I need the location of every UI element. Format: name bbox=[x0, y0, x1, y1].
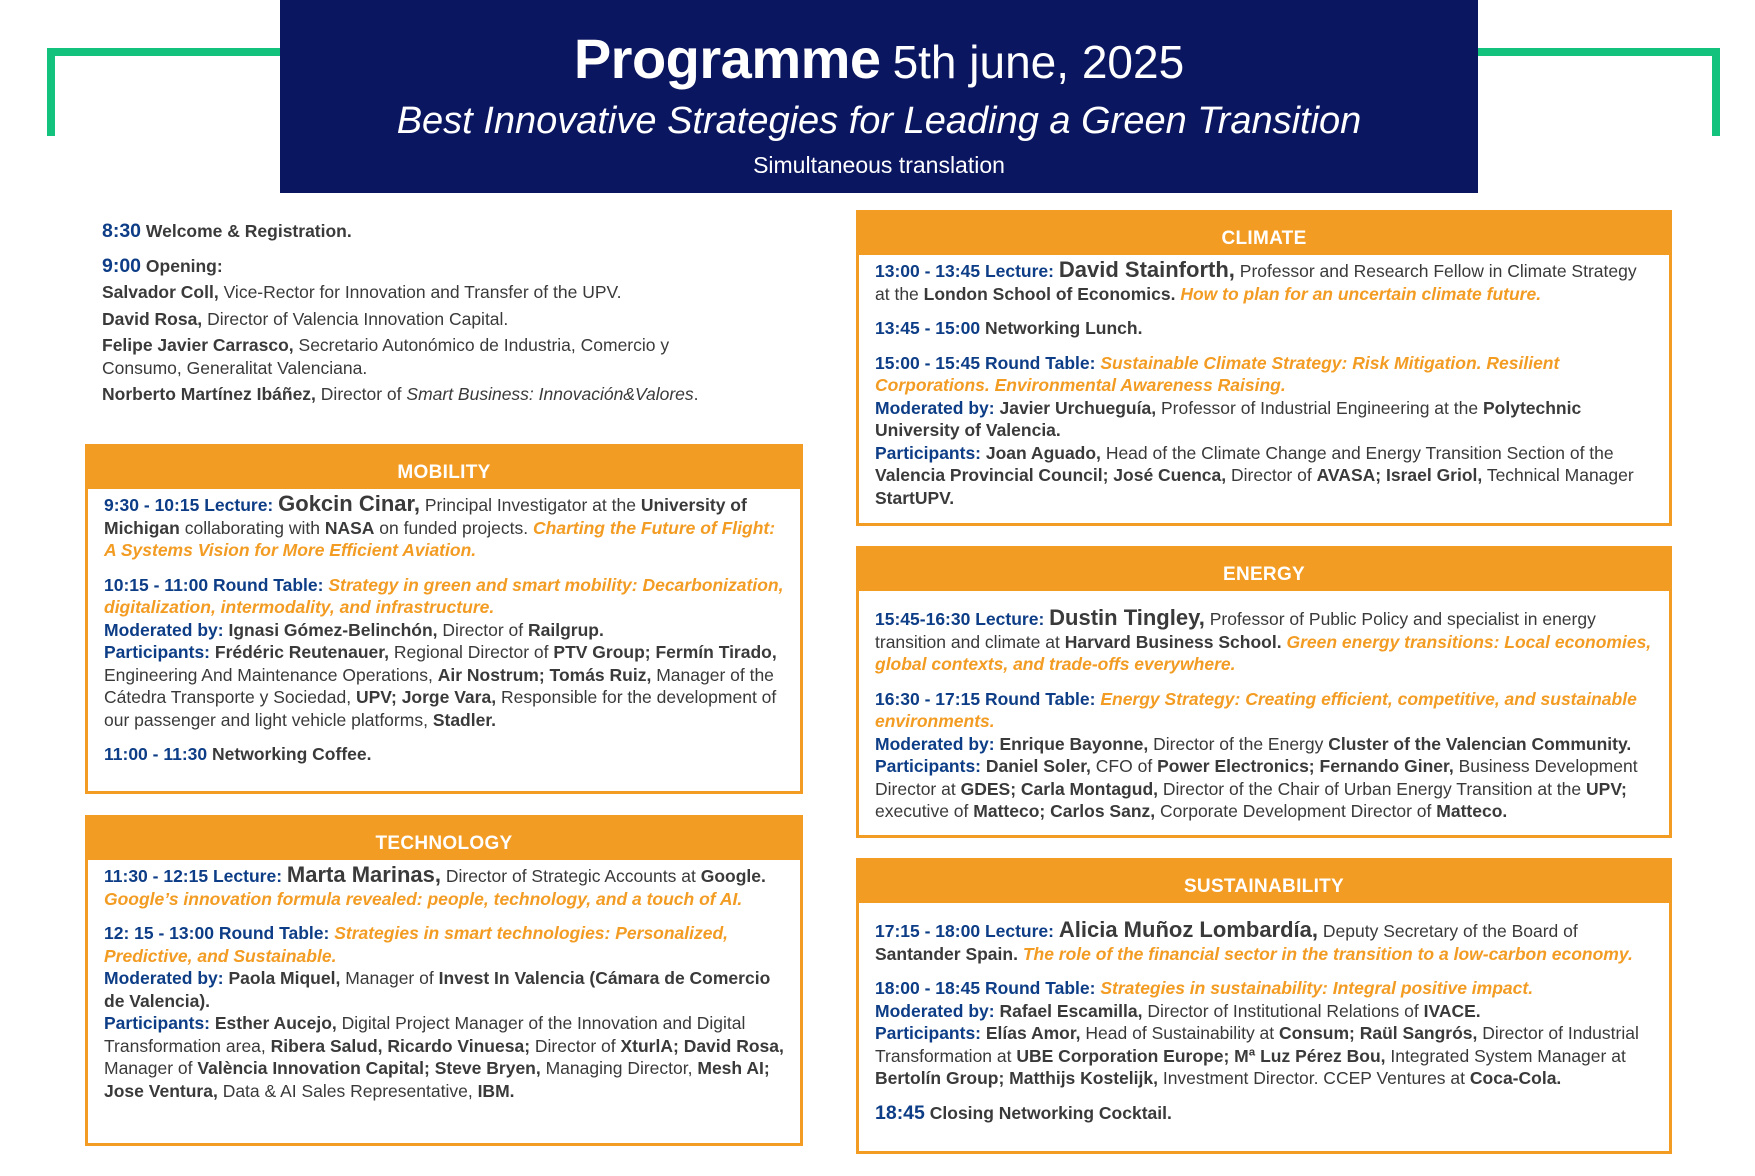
round-table-item: 12: 15 - 13:00 Round Table: Strategies in smart technologies: Personalized, Predictive, and Sustainable. bbox=[104, 923, 729, 966]
welcome-item: 8:30 Welcome & Registration. bbox=[102, 220, 352, 242]
lecture-item: 15:45-16:30 Lecture: Dustin Tingley, Professor of Public Policy and specialist in energy transition and climate at Harvard Business School. Green energy transitions: Local economies, global contexts, and trade-offs everywhere. bbox=[875, 605, 1652, 674]
round-table-item: 15:00 - 15:45 Round Table: Sustainable Climate Strategy: Risk Mitigation. Resilient Corporations. Environmental Awareness Raising. bbox=[875, 352, 1560, 395]
closing-item: 18:45 Closing Networking Cocktail. bbox=[875, 1101, 1172, 1124]
round-table-item: 10:15 - 11:00 Round Table: Strategy in green and smart mobility: Decarbonization, digitalization, intermodality, and infrastructure. bbox=[104, 574, 784, 617]
lecture-item: 13:00 - 13:45 Lecture: David Stainforth, Professor and Research Fellow in Climate Strategy at the London School of Economics. How to plan for an uncertain climate future. bbox=[875, 257, 1637, 304]
moderator-item: Moderated by: Paola Miquel, Manager of Invest In Valencia (Cámara de Comercio de Valencia). bbox=[104, 968, 771, 1011]
participants-item: Participants: Frédéric Reutenauer, Regional Director of PTV Group; Fermín Tirado, Engineering And Maintenance Operations, Air Nostrum; Tomás Ruiz, Manager of the Cátedra Transporte y Sociedad, UPV; Jorge Vara, Responsible for the development of our passenger and light vehicle platforms, Stadler. bbox=[104, 642, 777, 730]
section-heading: CLIMATE bbox=[859, 213, 1669, 255]
moderator-item: Moderated by: Ignasi Gómez-Belinchón, Director of Railgrup. bbox=[104, 619, 604, 640]
lecture-item: 17:15 - 18:00 Lecture: Alicia Muñoz Lombardía, Deputy Secretary of the Board of Santander Spain. The role of the financial sector in the transition to a low-carbon economy. bbox=[875, 917, 1633, 964]
section-mobility bbox=[85, 444, 803, 794]
section-energy bbox=[856, 546, 1672, 838]
round-table-item: 16:30 - 17:15 Round Table: Energy Strategy: Creating efficient, competitive, and sustainable environments. bbox=[875, 688, 1637, 731]
section-sustainability bbox=[856, 858, 1672, 1154]
section-heading: MOBILITY bbox=[88, 447, 800, 489]
lecture-item: 11:30 - 12:15 Lecture: Marta Marinas, Director of Strategic Accounts at Google. Google’s innovation formula revealed: people, technology, and a touch of AI. bbox=[104, 862, 766, 909]
opening-speaker: Felipe Javier Carrasco, Secretario Autonómico de Industria, Comercio y Consumo, Generalitat Valenciana. bbox=[102, 335, 670, 378]
opening-speaker: Salvador Coll, Vice-Rector for Innovation and Transfer of the UPV. bbox=[102, 282, 622, 302]
section-heading: SUSTAINABILITY bbox=[859, 861, 1669, 903]
translation-note: Simultaneous translation bbox=[753, 152, 1005, 178]
programme-header bbox=[280, 0, 1478, 193]
page-title: Programme bbox=[573, 27, 881, 90]
moderator-item: Moderated by: Javier Urchueguía, Professor of Industrial Engineering at the Polytechnic University of Valencia. bbox=[875, 397, 1582, 440]
section-technology bbox=[85, 815, 803, 1146]
decorative-bracket-right bbox=[1472, 48, 1720, 136]
opening-speaker: David Rosa, Director of Valencia Innovation Capital. bbox=[102, 308, 509, 329]
event-subtitle: Best Innovative Strategies for Leading a Green Transition bbox=[396, 100, 1362, 142]
section-heading: ENERGY bbox=[859, 549, 1669, 591]
event-date: 5th june, 2025 bbox=[892, 36, 1185, 88]
decorative-bracket-left bbox=[47, 48, 295, 136]
round-table-item: 18:00 - 18:45 Round Table: Strategies in sustainability: Integral positive impact. bbox=[875, 978, 1534, 998]
moderator-item: Moderated by: Enrique Bayonne, Director of the Energy Cluster of the Valencian Community. bbox=[875, 733, 1632, 754]
lecture-item: 9:30 - 10:15 Lecture: Gokcin Cinar, Principal Investigator at the University of Michigan collaborating with NASA on funded projects. Charting the Future of Flight: A Systems Vision for More Efficient Aviation. bbox=[104, 491, 776, 560]
participants-item: Participants: Joan Aguado, Head of the Climate Change and Energy Transition Section of the Valencia Provincial Council; José Cuenca, Director of AVASA; Israel Griol, Technical Manager StartUPV. bbox=[875, 442, 1634, 508]
participants-item: Participants: Elías Amor, Head of Sustainability at Consum; Raül Sangrós, Director of Industrial Transformation at UBE Corporation Europe; Mª Luz Pérez Bou, Integrated System Manager at Bertolín Group; Matthijs Kostelijk, Investment Director. CCEP Ventures at Coca-Cola. bbox=[875, 1023, 1639, 1088]
networking-item: 11:00 - 11:30 Networking Coffee. bbox=[104, 744, 372, 764]
networking-item: 13:45 - 15:00 Networking Lunch. bbox=[875, 318, 1143, 338]
opening-speaker: Norberto Martínez Ibáñez, Director of Smart Business: Innovación&Valores. bbox=[102, 384, 699, 404]
opening-item: 9:00 Opening: bbox=[102, 254, 223, 277]
moderator-item: Moderated by: Rafael Escamilla, Director of Institutional Relations of IVACE. bbox=[875, 1000, 1481, 1021]
section-climate bbox=[856, 210, 1672, 526]
section-heading: TECHNOLOGY bbox=[88, 818, 800, 860]
participants-item: Participants: Daniel Soler, CFO of Power Electronics; Fernando Giner, Business Development Director at GDES; Carla Montagud, Director of the Chair of Urban Energy Transition at the UPV; executive of Matteco; Carlos Sanz, Corporate Development Director of Matteco. bbox=[875, 756, 1638, 821]
opening-block bbox=[102, 220, 742, 406]
participants-item: Participants: Esther Aucejo, Digital Project Manager of the Innovation and Digital Transformation area, Ribera Salud, Ricardo Vinuesa; Director of XturlA; David Rosa, Manager of València Innovation Capital; Steve Bryen, Managing Director, Mesh AI; Jose Ventura, Data & AI Sales Representative, IBM. bbox=[104, 1013, 784, 1101]
